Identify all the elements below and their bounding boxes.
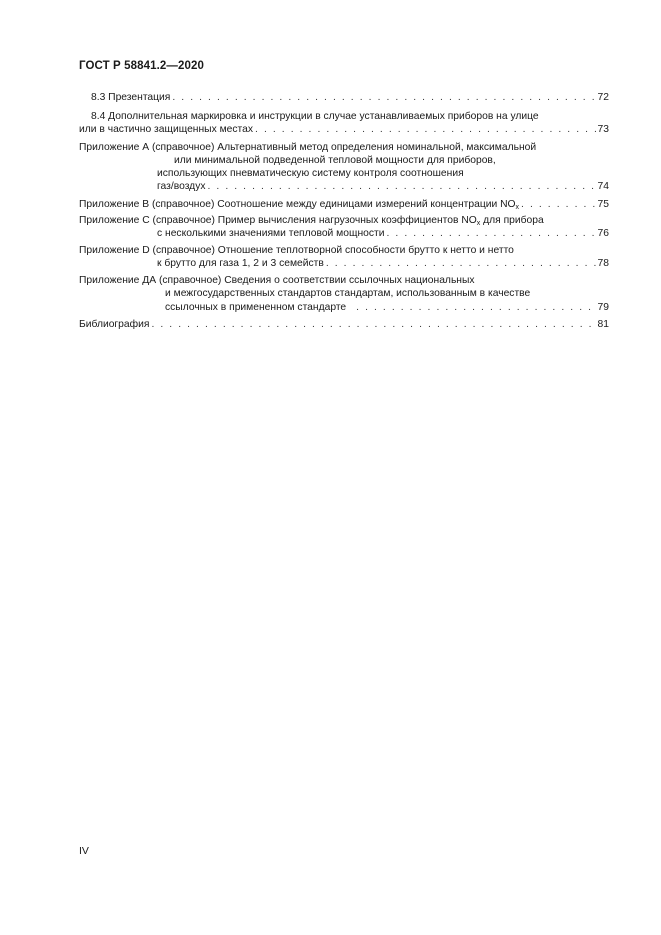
dot-leader [326,257,596,270]
subscript-x: x [476,219,481,227]
dot-leader [172,91,595,104]
toc-entry-appendix-b[interactable] [79,198,609,211]
toc-page-number: 78 [597,258,609,270]
document-header: ГОСТ Р 58841.2—2020 [79,60,204,72]
toc-entry-appendix-da[interactable] [79,274,609,314]
toc-entry-bibliography[interactable] [79,318,609,331]
toc-page-number: 79 [597,301,609,313]
dot-leader [208,180,596,193]
toc-entry-text: Приложение А (справочное) Альтернативный метод определения номинальной, максимальной [79,141,537,153]
toc-entry-text: газ/воздух [157,181,206,193]
toc-page-number: 73 [597,124,609,136]
toc-entry-8-3[interactable] [79,91,609,104]
toc-entry-text: для прибора [480,214,544,226]
toc-entry-appendix-d[interactable] [79,244,609,270]
toc-entry-8-4[interactable] [79,110,609,136]
toc-page-number: 72 [597,92,609,103]
subscript-x: x [515,204,520,212]
dot-leader [521,198,595,211]
toc-page-number: 76 [597,227,609,239]
toc-page-number: 74 [597,181,609,193]
toc-entry-text: Приложение В (справочное) Соотношение между единицами измерений концентрации NO [79,199,516,211]
toc-entry-text: ссылочных в примененном стандарте [165,301,347,313]
toc-entry-text: 8.3 Презентация [91,92,171,103]
dot-leader [255,123,596,136]
table-of-contents [79,91,609,331]
toc-entry-text: Приложение ДА (справочное) Сведения о соответствии ссылочных национальных [79,275,475,287]
dot-leader [151,318,595,331]
toc-entry-appendix-c[interactable] [79,214,609,240]
dot-leader [356,301,595,314]
toc-entry-text: 8.4 Дополнительная маркировка и инструкции в случае устанавливаемых приборов на улице [91,111,539,123]
toc-entry-text: Приложение С (справочное) Пример вычисления нагрузочных коэффициентов NO [79,214,477,226]
toc-entry-text: и межгосударственных стандартов стандартам, использованным в качестве [165,288,531,300]
toc-page-number: 81 [597,318,609,330]
page-number: IV [79,845,89,857]
toc-page-number: 75 [597,199,609,211]
toc-entry-text: использующих пневматическую систему контроля соотношения [157,167,464,179]
toc-entry-text: Приложение D (справочное) Отношение теплотворной способности брутто к нетто и нетто [79,244,514,256]
toc-entry-text: к брутто для газа 1, 2 и 3 семейств [157,258,324,270]
toc-entry-text: с несколькими значениями тепловой мощности [157,227,385,239]
dot-leader [386,227,595,240]
toc-entry-text: или минимальной подведенной тепловой мощности для приборов, [174,154,496,166]
toc-entry-text: Библиография [79,318,150,330]
toc-entry-text: или в частично защищенных местах [79,124,254,136]
toc-entry-appendix-a[interactable] [79,141,609,194]
